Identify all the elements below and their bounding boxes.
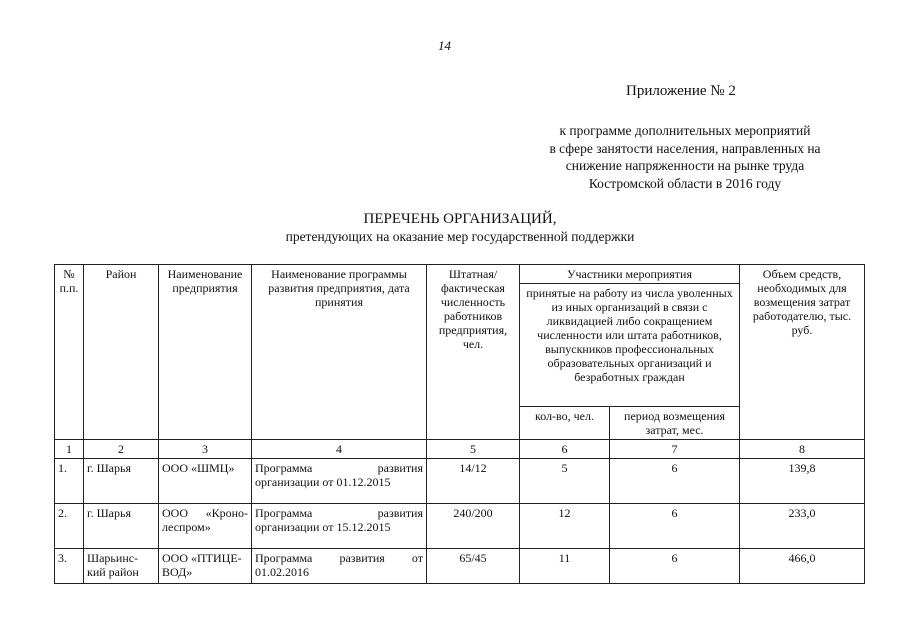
row-enterprise-line: леспром» — [162, 520, 211, 534]
row-enterprise: ООО «ШМЦ» — [159, 459, 252, 504]
row-enterprise-line: ООО «Кроно- — [162, 506, 248, 520]
list-heading — [200, 210, 720, 246]
row-count: 11 — [520, 549, 610, 584]
row-program-line: Программа развития — [255, 461, 423, 475]
table-row — [55, 549, 865, 584]
row-funds: 233,0 — [740, 504, 865, 549]
row-period: 6 — [610, 459, 740, 504]
column-number: 5 — [427, 440, 520, 459]
row-funds: 139,8 — [740, 459, 865, 504]
row-enterprise — [159, 549, 252, 584]
row-num: 3. — [55, 549, 84, 584]
row-program-line: Программа развития от — [255, 551, 423, 565]
header-staff: Штатная/ фактическая численность работников предприятия, чел. — [427, 265, 520, 440]
row-enterprise — [159, 504, 252, 549]
row-district — [84, 549, 159, 584]
header-funds: Объем средств, необходимых для возмещения затрат работодателю, тыс. руб. — [740, 265, 865, 440]
appendix-subtitle-line: Костромской области в 2016 году — [588, 175, 782, 191]
row-count: 12 — [520, 504, 610, 549]
row-district-line: Шарьинс- — [87, 551, 139, 565]
row-district: г. Шарья — [84, 504, 159, 549]
row-num: 2. — [55, 504, 84, 549]
row-staff: 14/12 — [427, 459, 520, 504]
organizations-table — [54, 264, 865, 584]
row-program-line: организации от 01.12.2015 — [255, 475, 391, 489]
row-program — [252, 549, 427, 584]
column-number: 1 — [55, 440, 84, 459]
header-period: период возмещения затрат, мес. — [610, 407, 740, 440]
header-enterprise: Наименование предприятия — [159, 265, 252, 440]
header-count: кол-во, чел. — [520, 407, 610, 440]
row-count: 5 — [520, 459, 610, 504]
row-staff: 65/45 — [427, 549, 520, 584]
row-staff: 240/200 — [427, 504, 520, 549]
appendix-subtitle-line: к программе дополнительных мероприятий — [559, 123, 811, 138]
column-number: 8 — [740, 440, 865, 459]
page-number: 14 — [438, 38, 451, 53]
column-number: 2 — [84, 440, 159, 459]
row-period: 6 — [610, 549, 740, 584]
header-program: Наименование программы развития предприятия, дата принятия — [252, 265, 427, 440]
row-program-line: организации от 15.12.2015 — [255, 520, 391, 534]
row-district: г. Шарья — [84, 459, 159, 504]
header-num: № п.п. — [55, 265, 84, 440]
appendix-subtitle-line: в сфере занятости населения, направленных на — [549, 140, 821, 156]
row-num: 1. — [55, 459, 84, 504]
header-district: Район — [84, 265, 159, 440]
table-row — [55, 459, 865, 504]
column-number: 6 — [520, 440, 610, 459]
row-program-line: 01.02.2016 — [255, 565, 309, 579]
appendix-subtitle — [520, 122, 850, 192]
row-period: 6 — [610, 504, 740, 549]
appendix-title: Приложение № 2 — [626, 83, 736, 99]
column-number: 7 — [610, 440, 740, 459]
header-participants-desc: принятые на работу из числа уволенных из иных организаций в связи с ликвидацией либо сокращением численности или штата работников, выпускников профессиональных образовательных организаций и безработных граждан — [520, 284, 740, 407]
row-enterprise-line: ВОД» — [162, 565, 193, 579]
column-number: 3 — [159, 440, 252, 459]
row-program — [252, 504, 427, 549]
row-enterprise-line: ООО «ПТИЦЕ- — [162, 551, 242, 565]
row-funds: 466,0 — [740, 549, 865, 584]
table-row — [55, 504, 865, 549]
header-participants: Участники мероприятия — [520, 265, 740, 284]
column-number: 4 — [252, 440, 427, 459]
row-program — [252, 459, 427, 504]
row-program-line: Программа развития — [255, 506, 423, 520]
list-title: ПЕРЕЧЕНЬ ОРГАНИЗАЦИЙ, — [363, 211, 557, 227]
appendix-subtitle-line: снижение напряженности на рынке труда — [565, 158, 805, 173]
list-subtitle: претендующих на оказание мер государственной поддержки — [285, 229, 635, 244]
row-district-line: кий район — [87, 565, 139, 579]
column-numbers-row — [55, 440, 865, 459]
